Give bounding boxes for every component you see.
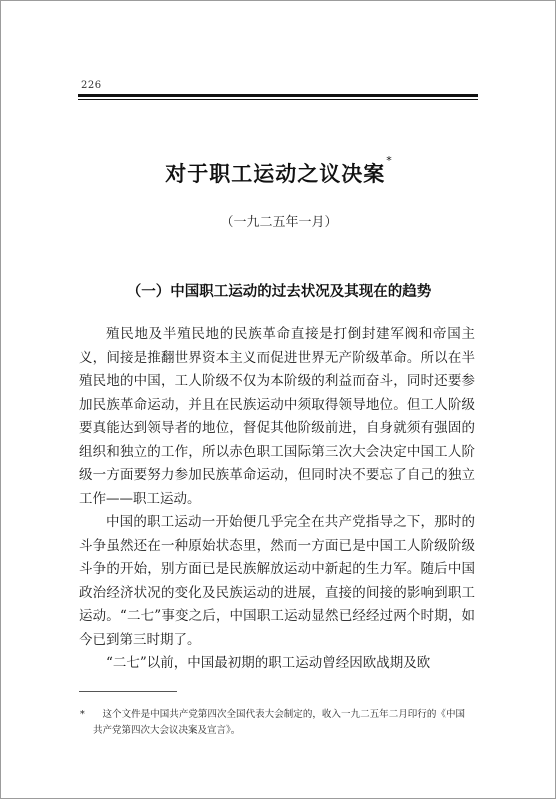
page-number: 226 bbox=[81, 80, 102, 91]
section-heading: （一）中国职工运动的过去状况及其现在的趋势 bbox=[126, 284, 432, 300]
footnote-marker: * bbox=[80, 709, 85, 720]
document-title-text: 对于职工运动之议决案 bbox=[165, 162, 386, 186]
footnote-rule bbox=[79, 691, 177, 692]
footnote bbox=[80, 707, 465, 739]
header-rule-thin bbox=[78, 99, 478, 100]
document-title bbox=[1, 154, 556, 188]
paragraph-2: 中国的职工运动一开始便几乎完全在共产党指导之下，那时的斗争虽然还在一种原始状态里，然而一方面已是中国工人阶级阶级斗争的开始，别方面已是民族解放运动中新起的生力军。随后中国政治经济状况的变化及民族运动的进展，直接的间接的影响到职工运动。“二七”事变之后，中国职工运动显然已经经过两个时期，如今已到第三时期了。 bbox=[79, 514, 475, 648]
title-footnote-marker: * bbox=[386, 154, 393, 167]
paragraph-1: 殖民地及半殖民地的民族革命直接是打倒封建军阀和帝国主义，间接是推翻世界资本主义而促进世界无产阶级革命。所以在半殖民地的中国，工人阶级不仅为本阶级的利益而奋斗，同时还要参加民族革命运动，并且在民族运动中须取得领导地位。但工人阶级要真能达到领导者的地位，督促其他阶级前进，自身就须有强固的组织和独立的工作，所以赤色职工国际第三次大会决定中国工人阶级一方面要努力参加民族革命运动，但同时决不要忘了自己的独立工作——职工运动。 bbox=[79, 326, 475, 507]
body-text bbox=[79, 323, 475, 676]
footnote-text: 这个文件是中国共产党第四次全国代表大会制定的，收入一九二五年二月印行的《中国共产党第四次大会议决案及宣言》。 bbox=[93, 709, 465, 736]
document-date: （一九二五年一月） bbox=[220, 215, 338, 230]
header-rule-thick bbox=[78, 94, 478, 97]
paragraph-3: “二七”以前，中国最初期的职工运动曾经因欧战期及欧 bbox=[106, 655, 431, 671]
